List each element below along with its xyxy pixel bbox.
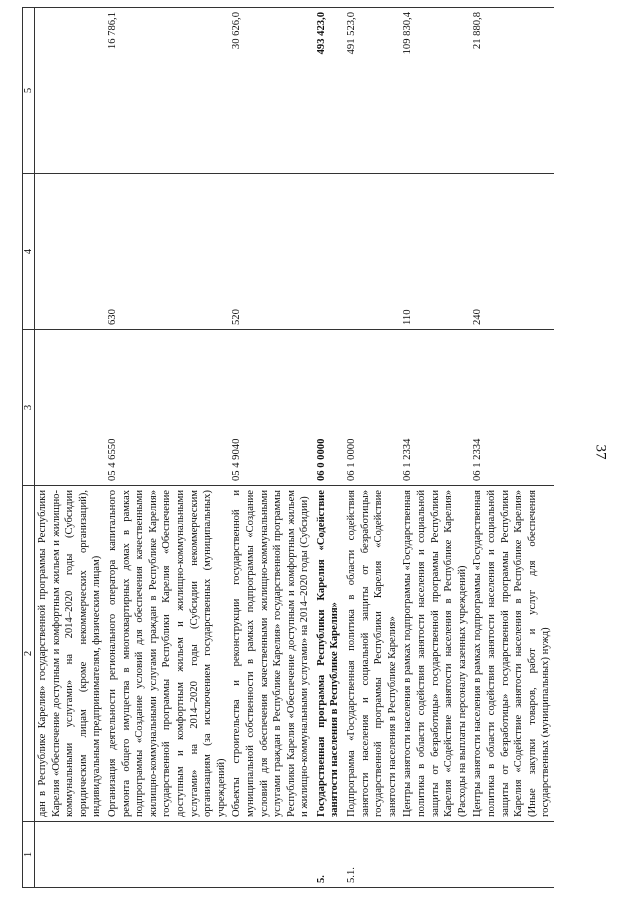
row-name: Подпрограмма «Государственная политика в области содействия занятости населения и социальной защиты от безработицы» государственной программы Республики Карелия «Содействие занятости населения в Республике Карелия»	[343, 486, 400, 822]
row-code: 05 4 6550	[105, 330, 229, 486]
column-header-3: 3	[23, 330, 35, 486]
row-expense-type	[343, 174, 400, 330]
column-header-5: 5	[23, 8, 35, 174]
row-number	[470, 822, 554, 888]
row-name: Центры занятости населения в рамках подпрограммы «Государственная политика в области содействия занятости населения и социальной защиты от безработицы» государственной программы Республики Карелия «Содействие занятости населения в Республике Карелия» (Иные закупки товаров, работ и услуг для обеспечения государственных (муниципальных) нужд)	[470, 486, 554, 822]
table-row	[229, 8, 313, 888]
row-expense-type: 520	[229, 174, 313, 330]
row-expense-type	[35, 174, 105, 330]
row-name: Объекты строительства и реконструкции государственной и муниципальной собственности в рамках подпрограммы «Создание условий для обеспечения качественными жилищно-коммунальными услугами граждан в Республике Карелия» государственной программы Республики Карелия «Обеспечение доступным и комфортным жильем и жилищно-коммунальными услугами» на 2014–2020 годы (Субсидии)	[229, 486, 313, 822]
row-name: дан в Республике Карелия» государственной программы Республики Карелия «Обеспечение доступным и комфортным жильем и жилищно-коммунальными услугами» на 2014–2020 годы (Субсидии юридическим лицам (кроме некоммерческих организаций), индивидуальным предпринимателям, физическим лицам)	[35, 486, 105, 822]
row-amount: 16 786,1	[105, 8, 229, 174]
row-expense-type	[313, 174, 343, 330]
row-code: 06 1 0000	[343, 330, 400, 486]
budget-table-rotated	[22, 8, 586, 888]
budget-table	[22, 7, 554, 888]
row-amount: 493 423,0	[313, 8, 343, 174]
row-name: Центры занятости населения в рамках подпрограммы «Государственная политика в области содействия занятости населения и социальной защиты от безработицы» государственной программы Республики Карелия «Содействие занятости населения в Республике Карелия» (Расходы на выплаты персоналу казенных учреждений)	[400, 486, 470, 822]
table-row-subprogram	[343, 8, 400, 888]
row-expense-type: 110	[400, 174, 470, 330]
column-header-4: 4	[23, 174, 35, 330]
row-amount: 109 830,4	[400, 8, 470, 174]
column-header-1: 1	[23, 822, 35, 888]
row-amount: 30 626,0	[229, 8, 313, 174]
row-number: 5.1.	[343, 822, 400, 888]
row-number: 5.	[313, 822, 343, 888]
column-header-2: 2	[23, 486, 35, 822]
row-code	[35, 330, 105, 486]
row-code: 06 1 2334	[470, 330, 554, 486]
row-code: 06 1 2334	[400, 330, 470, 486]
row-number	[35, 822, 105, 888]
row-number	[105, 822, 229, 888]
row-number	[229, 822, 313, 888]
row-amount	[35, 8, 105, 174]
row-code: 06 0 0000	[313, 330, 343, 486]
table-row	[35, 8, 105, 888]
row-amount: 21 880,8	[470, 8, 554, 174]
table-row	[105, 8, 229, 888]
page-number: 37	[592, 444, 609, 460]
row-expense-type: 240	[470, 174, 554, 330]
table-row	[470, 8, 554, 888]
row-number	[400, 822, 470, 888]
row-expense-type: 630	[105, 174, 229, 330]
table-row-program	[313, 8, 343, 888]
row-amount: 491 523,0	[343, 8, 400, 174]
row-name: Организация деятельности регионального оператора капитального ремонта общего имущества в многоквартирных домах в рамках подпрограммы «Создание условий для обеспечения качественными жилищно-коммунальными услугами граждан в Республике Карелия» государственной программы Республики Карелия «Обеспечение доступным и комфортным жильем и жилищно-коммунальными услугами» на 2014–2020 годы (Субсидии некоммерческим организациям (за исключением государственных (муниципальных) учреждений)	[105, 486, 229, 822]
row-name: Государственная программа Республики Карелия «Содействие занятости населения в Республике Карелия»	[313, 486, 343, 822]
table-header-row	[23, 8, 35, 888]
row-code: 05 4 9040	[229, 330, 313, 486]
table-row	[400, 8, 470, 888]
